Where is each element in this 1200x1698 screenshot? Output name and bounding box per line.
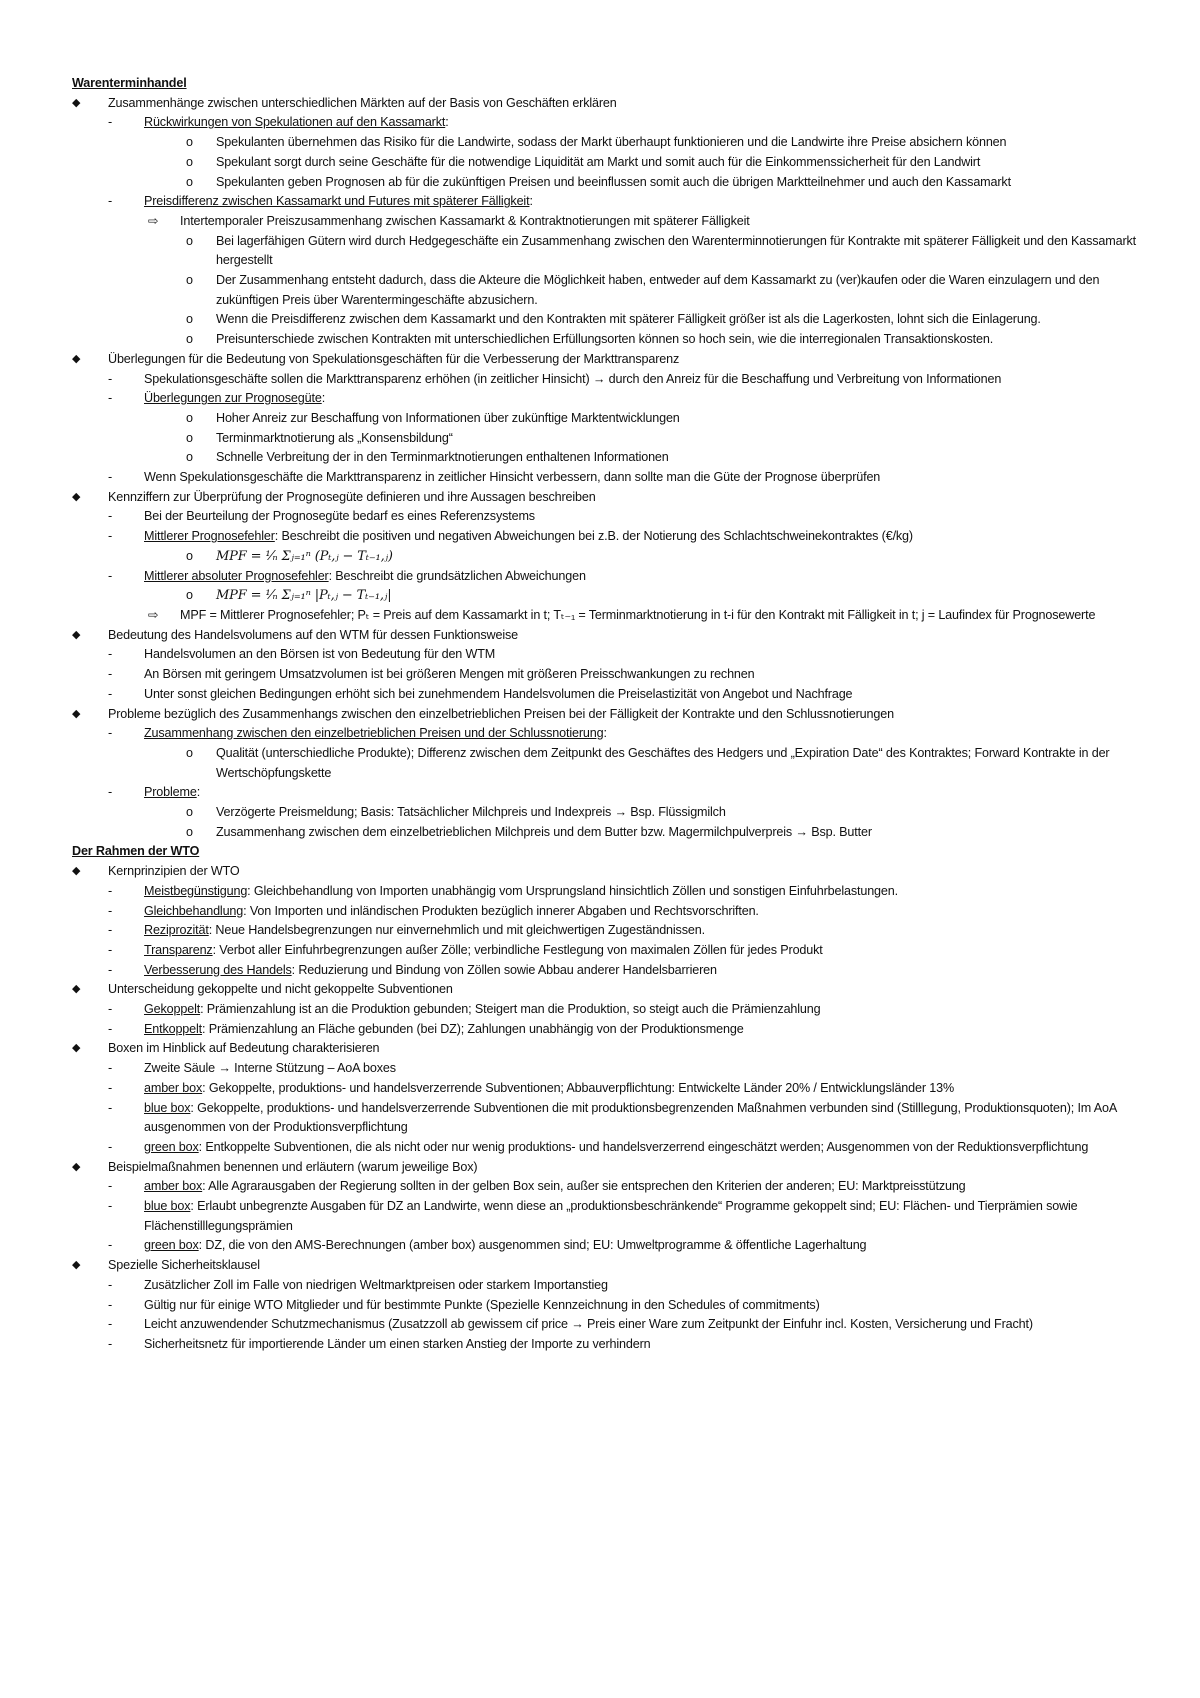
dash-bullet-icon: - [108, 667, 113, 682]
section-title: Der Rahmen der WTO [72, 844, 200, 859]
dash-bullet-icon: - [108, 568, 113, 583]
line-text: Zusätzlicher Zoll im Falle von niedrigen Weltmarktpreisen oder starkem Importanstieg [144, 1277, 608, 1292]
line-text: Handelsvolumen an den Börsen ist von Bedeutung für den WTM [144, 647, 496, 662]
underlined-heading: Zusammenhang zwischen den einzelbetrieblichen Preisen und der Schlussnotierung [144, 726, 604, 741]
dash-item [72, 1315, 1152, 1335]
dash-item [72, 1197, 1152, 1236]
dash-item [72, 941, 1152, 961]
dash-item [72, 567, 1152, 587]
circle-item [72, 409, 1152, 429]
line-text: : [321, 391, 326, 406]
dash-bullet-icon: - [108, 115, 113, 130]
line-text: Spekulationsgeschäfte sollen die Markttransparenz erhöhen (in zeitlicher Hinsicht) → durch den Anreiz für die Beschaffung und Verbreitung von Informationen [144, 371, 1002, 386]
bullet-item [72, 980, 1152, 1000]
dash-bullet-icon: - [108, 647, 113, 662]
underlined-heading: Mittlerer Prognosefehler [144, 529, 275, 544]
diamond-bullet-icon: ◆ [72, 983, 81, 996]
line-text: Bei der Beurteilung der Prognosegüte bedarf es eines Referenzsystems [144, 509, 535, 524]
line-text: : Gekoppelte, produktions- und handelsverzerrende Subventionen; Abbauverpflichtung: Entwickelte Länder 20% / Entwicklungsländer 13% [202, 1080, 955, 1095]
underlined-heading: Entkoppelt [144, 1021, 203, 1036]
line-text: Kennziffern zur Überprüfung der Prognosegüte definieren und ihre Aussagen beschreiben [108, 489, 596, 504]
dash-bullet-icon: - [108, 1002, 113, 1017]
arrow-item [72, 606, 1152, 626]
circle-bullet-icon: o [186, 430, 193, 445]
dash-item [72, 1099, 1152, 1138]
bullet-item [72, 862, 1152, 882]
dash-item [72, 1335, 1152, 1355]
underlined-heading: green box [144, 1238, 199, 1253]
line-text: Zusammenhang zwischen dem einzelbetrieblichen Milchpreis und dem Butter bzw. Magermilchpulverpreis → Bsp. Butter [216, 824, 872, 839]
diamond-bullet-icon: ◆ [72, 352, 81, 365]
dash-item [72, 113, 1152, 133]
section-title: Warenterminhandel [72, 76, 187, 90]
diamond-bullet-icon: ◆ [72, 1259, 81, 1272]
line-text: Bedeutung des Handelsvolumens auf den WTM für dessen Funktionsweise [108, 627, 518, 642]
dash-bullet-icon: - [108, 1238, 113, 1253]
line-text: Bei lagerfähigen Gütern wird durch Hedgegeschäfte ein Zusammenhang zwischen den Warenterminnotierungen für Kontrakte mit späterer Fälligkeit und den Kassamarkt hergestellt [216, 233, 1137, 268]
underlined-heading: Überlegungen zur Prognosegüte [144, 391, 322, 406]
underlined-heading: Gekoppelt [144, 1002, 201, 1017]
dash-item [72, 1236, 1152, 1256]
dash-item [72, 1059, 1152, 1079]
diamond-bullet-icon: ◆ [72, 490, 81, 503]
dash-bullet-icon: - [108, 686, 113, 701]
line-text: Qualität (unterschiedliche Produkte); Differenz zwischen dem Zeitpunkt des Geschäftes des Hedgers und „Expiration Date“ des Kontraktes; Forward Kontrakte in der Wertschöpfungskette [216, 745, 1110, 780]
bullet-item [72, 1256, 1152, 1276]
circle-item [72, 330, 1152, 350]
circle-bullet-icon: o [186, 135, 193, 150]
dash-bullet-icon: - [108, 1277, 113, 1292]
dash-bullet-icon: - [108, 962, 113, 977]
line-text: Beispielmaßnahmen benennen und erläutern (warum jeweilige Box) [108, 1159, 478, 1174]
dash-item [72, 1020, 1152, 1040]
bullet-item [72, 1158, 1152, 1178]
dash-item [72, 724, 1152, 744]
line-text: Probleme bezüglich des Zusammenhangs zwischen den einzelbetrieblichen Preisen bei der Fälligkeit der Kontrakte und den Schlussnotierungen [108, 706, 894, 721]
circle-item [72, 232, 1152, 271]
line-text: Wenn Spekulationsgeschäfte die Markttransparenz in zeitlicher Hinsicht verbessern, dann sollte man die Güte der Prognose überprüfen [144, 470, 881, 485]
line-text: : Erlaubt unbegrenzte Ausgaben für DZ an Landwirte, wenn diese an „produktionsbeschränkende“ Programme gekoppelt sind; EU: Flächen- und Tierprämien sowie Flächenstilllegungsprämien [144, 1199, 1078, 1233]
circle-bullet-icon: o [186, 410, 193, 425]
line-text: : Prämienzahlung ist an die Produktion gebunden; Steigert man die Produktion, so steigt auch die Prämienzahlung [200, 1002, 821, 1017]
line-text: : [196, 785, 201, 800]
circle-bullet-icon: o [186, 312, 193, 327]
line-text: Terminmarktnotierung als „Konsensbildung“ [216, 430, 453, 445]
dash-bullet-icon: - [108, 785, 113, 800]
underlined-heading: Transparenz [144, 942, 213, 957]
line-text: : DZ, die von den AMS-Berechnungen (amber box) ausgenommen sind; EU: Umweltprogramme & öffentliche Lagerhaltung [198, 1238, 867, 1253]
dash-bullet-icon: - [108, 194, 113, 209]
circle-item [72, 429, 1152, 449]
line-text: Zweite Säule → Interne Stützung – AoA boxes [144, 1061, 396, 1076]
document-page [72, 74, 1152, 1355]
line-text: Spekulanten übernehmen das Risiko für die Landwirte, sodass der Markt überhaupt funktionieren und die Landwirte ihre Preise absichern können [216, 135, 1007, 150]
underlined-heading: Reziprozität [144, 923, 209, 938]
line-text: Wenn die Preisdifferenz zwischen dem Kassamarkt und den Kontrakten mit späterer Fälligkeit größer ist als die Lagerkosten, lohnt sich die Einlagerung. [216, 312, 1041, 327]
underlined-heading: green box [144, 1139, 199, 1154]
line-text: : Reduzierung und Bindung von Zöllen sowie Abbau anderer Handelsbarrieren [291, 962, 717, 977]
line-text: Spezielle Sicherheitsklausel [108, 1258, 260, 1273]
dash-item [72, 882, 1152, 902]
circle-item [72, 271, 1152, 310]
bullet-item [72, 626, 1152, 646]
line-text: MPF = Mittlerer Prognosefehler; Pₜ = Preis auf dem Kassamarkt in t; Tₜ₋₁ = Terminmarktnotierung in t-i für den Kontrakt mit Fälligkeit in t; j = Laufindex für Prognosewerte [180, 607, 1096, 622]
circle-bullet-icon: o [186, 174, 193, 189]
dash-bullet-icon: - [108, 391, 113, 406]
dash-bullet-icon: - [108, 509, 113, 524]
dash-item [72, 468, 1152, 488]
underlined-heading: Preisdifferenz zwischen Kassamarkt und Futures mit späterer Fälligkeit [144, 194, 530, 209]
dash-item [72, 685, 1152, 705]
circle-item [72, 803, 1152, 823]
circle-bullet-icon: o [186, 273, 193, 288]
line-text: Der Zusammenhang entsteht dadurch, dass die Akteure die Möglichkeit haben, entweder auf dem Kassamarkt zu (ver)kaufen oder die Waren einzulagern und den zukünftigen Preis über Warentermingeschäfte abzusichern. [216, 273, 1100, 307]
dash-item [72, 1296, 1152, 1316]
line-text: An Börsen mit geringem Umsatzvolumen ist bei größeren Mengen mit größeren Preisschwankungen zu rechnen [144, 667, 755, 682]
formula: MPF = ¹⁄ₙ Σⱼ₌₁ⁿ |Pₜ,ⱼ − Tₜ₋₁,ⱼ| [216, 588, 392, 604]
underlined-heading: Meistbegünstigung [144, 883, 248, 898]
diamond-bullet-icon: ◆ [72, 707, 81, 720]
dash-item [72, 902, 1152, 922]
dash-bullet-icon: - [108, 1179, 113, 1194]
circle-item [72, 823, 1152, 843]
diamond-bullet-icon: ◆ [72, 865, 81, 878]
formula-item [72, 547, 1152, 567]
line-text: : Beschreibt die positiven und negativen Abweichungen bei z.B. der Notierung des Schlachtschweinekontraktes (€/kg) [274, 529, 913, 544]
circle-bullet-icon: o [186, 332, 193, 347]
line-text: : Beschreibt die grundsätzlichen Abweichungen [328, 568, 586, 583]
dash-bullet-icon: - [108, 726, 113, 741]
dash-bullet-icon: - [108, 1337, 113, 1351]
diamond-bullet-icon: ◆ [72, 1042, 81, 1055]
circle-item [72, 448, 1152, 468]
line-text: : [529, 194, 533, 209]
dash-bullet-icon: - [108, 371, 113, 386]
line-text: Unter sonst gleichen Bedingungen erhöht sich bei zunehmendem Handelsvolumen die Preiselastizität von Angebot und Nachfrage [144, 686, 853, 701]
arrow-item [72, 212, 1152, 232]
circle-bullet-icon: o [186, 233, 193, 248]
line-text: : [603, 726, 607, 741]
line-text: : Von Importen und inländischen Produkten bezüglich innerer Abgaben und Rechtsvorschriften. [243, 903, 759, 918]
line-text: : Alle Agrarausgaben der Regierung sollten in der gelben Box sein, außer sie entsprechen den Kriterien der anderen; EU: Marktpreisstützung [202, 1179, 966, 1194]
circle-item [72, 173, 1152, 193]
underlined-heading: Rückwirkungen von Spekulationen auf den Kassamarkt [144, 115, 446, 130]
dash-item [72, 507, 1152, 527]
dash-item [72, 1079, 1152, 1099]
formula: MPF = ¹⁄ₙ Σⱼ₌₁ⁿ (Pₜ,ⱼ − Tₜ₋₁,ⱼ) [216, 548, 393, 564]
arrow-right-icon: ⇨ [148, 213, 159, 228]
line-text: : Prämienzahlung an Fläche gebunden (bei DZ); Zahlungen unabhängig von der Produktionsmenge [202, 1021, 744, 1036]
line-text: Sicherheitsnetz für importierende Länder um einen starken Anstieg der Importe zu verhindern [144, 1337, 651, 1351]
underlined-heading: Verbesserung des Handels [144, 962, 292, 977]
underlined-heading: Probleme [144, 785, 197, 800]
dash-item [72, 1000, 1152, 1020]
dash-item [72, 192, 1152, 212]
dash-bullet-icon: - [108, 1317, 113, 1332]
dash-bullet-icon: - [108, 1061, 113, 1076]
circle-bullet-icon: o [186, 588, 193, 603]
diamond-bullet-icon: ◆ [72, 628, 81, 641]
underlined-heading: Gleichbehandlung [144, 903, 244, 918]
line-text: : Neue Handelsbegrenzungen nur einvernehmlich und mit gleichwertigen Zugeständnissen. [208, 923, 705, 938]
circle-item [72, 153, 1152, 173]
bullet-item [72, 1039, 1152, 1059]
line-text: Unterscheidung gekoppelte und nicht gekoppelte Subventionen [108, 982, 453, 997]
circle-bullet-icon: o [186, 154, 193, 169]
circle-bullet-icon: o [186, 548, 193, 563]
bullet-item [72, 94, 1152, 114]
dash-item [72, 961, 1152, 981]
dash-item [72, 921, 1152, 941]
circle-bullet-icon: o [186, 824, 193, 839]
dash-bullet-icon: - [108, 883, 113, 898]
line-text: Hoher Anreiz zur Beschaffung von Informationen über zukünftige Marktentwicklungen [216, 410, 680, 425]
dash-bullet-icon: - [108, 1297, 113, 1312]
dash-bullet-icon: - [108, 1080, 113, 1095]
underlined-heading: blue box [144, 1100, 191, 1115]
line-text: Spekulant sorgt durch seine Geschäfte für die notwendige Liquidität am Markt und somit auch für die Einkommenssicherheit für den Landwirt [216, 154, 981, 169]
dash-item [72, 1177, 1152, 1197]
line-text: : Gleichbehandlung von Importen unabhängig vom Ursprungsland hinsichtlich Zöllen und sonstigen Einfuhrbelastungen. [247, 883, 898, 898]
underlined-heading: Mittlerer absoluter Prognosefehler [144, 568, 329, 583]
line-text: Schnelle Verbreitung der in den Terminmarktnotierungen enthaltenen Informationen [216, 450, 669, 465]
line-text: Leicht anzuwendender Schutzmechanismus (Zusatzzoll ab gewissem cif price → Preis einer Ware zum Zeitpunkt der Einfuhr incl. Kosten, Versicherung und Fracht) [144, 1317, 1033, 1332]
circle-bullet-icon: o [186, 805, 193, 820]
line-text: Spekulanten geben Prognosen ab für die zukünftigen Preisen und beeinflussen somit auch die übrigen Marktteilnehmer und auch den Kassamarkt [216, 174, 1011, 189]
underlined-heading: amber box [144, 1080, 203, 1095]
dash-bullet-icon: - [108, 903, 113, 918]
circle-bullet-icon: o [186, 450, 193, 465]
dash-bullet-icon: - [108, 529, 113, 544]
diamond-bullet-icon: ◆ [72, 96, 81, 109]
circle-item [72, 310, 1152, 330]
dash-bullet-icon: - [108, 1199, 113, 1214]
bullet-item [72, 350, 1152, 370]
dash-item [72, 645, 1152, 665]
arrow-right-icon: ⇨ [148, 607, 159, 622]
circle-item [72, 744, 1152, 783]
line-text: : [445, 115, 449, 130]
dash-item [72, 1276, 1152, 1296]
dash-item [72, 1138, 1152, 1158]
dash-bullet-icon: - [108, 1021, 113, 1036]
dash-item [72, 370, 1152, 390]
dash-item [72, 783, 1152, 803]
line-text: Überlegungen für die Bedeutung von Spekulationsgeschäften für die Verbesserung der Markttransparenz [108, 351, 680, 366]
line-text: : Gekoppelte, produktions- und handelsverzerrende Subventionen die mit produktionsbegrenzenden Maßnahmen verbunden sind (Stilllegung, Produktionsquoten); Im AoA ausgenommen von der Produktionsverpflichtung [144, 1100, 1117, 1135]
underlined-heading: blue box [144, 1199, 191, 1214]
line-text: Intertemporaler Preiszusammenhang zwischen Kassamarkt & Kontraktnotierungen mit späterer Fälligkeit [180, 213, 750, 228]
circle-bullet-icon: o [186, 745, 193, 760]
underlined-heading: amber box [144, 1179, 203, 1194]
dash-bullet-icon: - [108, 942, 113, 957]
line-text: : Verbot aller Einfuhrbegrenzungen außer Zölle; verbindliche Festlegung von maximalen Zöllen für jedes Produkt [212, 942, 823, 957]
dash-item [72, 665, 1152, 685]
dash-item [72, 527, 1152, 547]
line-text: Gültig nur für einige WTO Mitglieder und für bestimmte Punkte (Spezielle Kennzeichnung in den Schedules of commitments) [144, 1297, 820, 1312]
dash-bullet-icon: - [108, 923, 113, 938]
bullet-item [72, 705, 1152, 725]
line-text: Boxen im Hinblick auf Bedeutung charakterisieren [108, 1041, 380, 1056]
diamond-bullet-icon: ◆ [72, 1160, 81, 1173]
line-text: : Entkoppelte Subventionen, die als nicht oder nur wenig produktions- und handelsverzerrend eingeschätzt werden; Ausgenommen von der Reduktionsverpflichtung [198, 1139, 1089, 1154]
dash-bullet-icon: - [108, 1100, 113, 1115]
dash-bullet-icon: - [108, 470, 113, 485]
dash-item [72, 389, 1152, 409]
line-text: Verzögerte Preismeldung; Basis: Tatsächlicher Milchpreis und Indexpreis → Bsp. Flüssigmilch [216, 805, 726, 820]
dash-bullet-icon: - [108, 1139, 113, 1154]
line-text: Kernprinzipien der WTO [108, 864, 240, 879]
line-text: Preisunterschiede zwischen Kontrakten mit unterschiedlichen Erfüllungsorten können so hoch sein, wie die interregionalen Transaktionskosten. [216, 332, 994, 347]
circle-item [72, 133, 1152, 153]
line-text: Zusammenhänge zwischen unterschiedlichen Märkten auf der Basis von Geschäften erklären [108, 95, 617, 110]
bullet-item [72, 488, 1152, 508]
formula-item [72, 586, 1152, 606]
